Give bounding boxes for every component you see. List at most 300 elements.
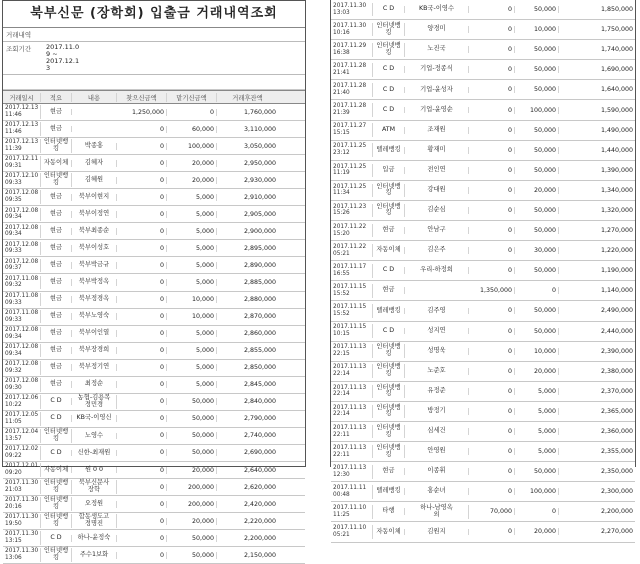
- header-balance: 거래후잔액: [232, 94, 263, 102]
- table-row: [3, 513, 305, 530]
- cell-withdrawal: 0: [117, 126, 167, 133]
- table-row: [331, 161, 635, 181]
- cell-withdrawal: 0: [469, 267, 515, 274]
- cell-balance: 2,910,000: [243, 193, 276, 201]
- cell-type: 인터넷뱅킹: [41, 480, 72, 494]
- table-row: [3, 445, 305, 462]
- cell-type: 인터넷뱅킹: [373, 23, 405, 37]
- cell-balance: 1,190,000: [600, 267, 633, 275]
- cell-deposit: 20,000: [515, 528, 559, 535]
- cell-date: 2017.11.28 21:39: [331, 103, 373, 117]
- cell-type: 인터넷뱅킹: [373, 184, 405, 198]
- cell-deposit: 50,000: [515, 6, 559, 13]
- cell-memo: 양경미: [405, 26, 469, 33]
- cell-date: 2017.11.13 12:30: [331, 465, 373, 479]
- cell-memo: 북부이성호: [72, 245, 117, 252]
- cell-memo: 하나-남영옥 외: [405, 505, 469, 519]
- cell-date: 2017.12.13 11:39: [3, 139, 41, 153]
- table-row: [3, 411, 305, 428]
- cell-memo: 북부정기연: [72, 364, 117, 371]
- cell-memo: 노준호: [405, 368, 469, 375]
- cell-type: 인터넷뱅킹: [373, 425, 405, 439]
- cell-deposit: 10,000: [167, 313, 217, 320]
- table-row: [331, 20, 635, 40]
- cell-deposit: 50,000: [515, 147, 559, 154]
- table-row: [331, 141, 635, 161]
- cell-deposit: 10,000: [515, 26, 559, 33]
- cell-date: 2017.12.08 09:34: [3, 208, 41, 222]
- table-row: [331, 402, 635, 422]
- cell-type: 현금: [41, 262, 72, 269]
- cell-memo: 기업-윤성자: [405, 87, 469, 94]
- table-row: [331, 502, 635, 522]
- cell-type: 인터넷뱅킹: [373, 344, 405, 358]
- cell-balance: 1,220,000: [600, 247, 633, 255]
- cell-withdrawal: 0: [117, 535, 167, 542]
- table-row: [331, 221, 635, 241]
- cell-balance: 2,370,000: [600, 387, 633, 395]
- cell-balance: 1,850,000: [600, 6, 633, 14]
- cell-withdrawal: 0: [469, 328, 515, 335]
- cell-withdrawal: 70,000: [469, 508, 515, 515]
- cell-type: 현금: [41, 194, 72, 201]
- cell-deposit: 60,000: [167, 126, 217, 133]
- cell-date: 2017.11.15 10:15: [331, 324, 373, 338]
- cell-date: 2017.11.13 22:14: [331, 405, 373, 419]
- cell-deposit: 50,000: [515, 227, 559, 234]
- cell-type: 현금: [41, 126, 72, 133]
- cell-type: 텔레뱅킹: [373, 147, 405, 154]
- cell-balance: 2,860,000: [243, 330, 276, 338]
- cell-deposit: 20,000: [167, 177, 217, 184]
- cell-balance: 1,750,000: [600, 26, 633, 34]
- cell-date: 2017.11.27 15:15: [331, 123, 373, 137]
- cell-withdrawal: 0: [469, 86, 515, 93]
- cell-withdrawal: 0: [469, 528, 515, 535]
- table-row: [331, 281, 635, 301]
- cell-date: 2017.11.22 05:21: [331, 244, 373, 258]
- cell-balance: 1,340,000: [600, 186, 633, 194]
- cell-balance: 1,690,000: [600, 66, 633, 74]
- cell-withdrawal: 0: [117, 415, 167, 422]
- cell-withdrawal: 0: [117, 432, 167, 439]
- cell-deposit: 100,000: [515, 107, 559, 114]
- cell-balance: 1,270,000: [600, 227, 633, 235]
- table-row: [3, 377, 305, 394]
- cell-deposit: 50,000: [515, 267, 559, 274]
- cell-memo: 최정순: [72, 381, 117, 388]
- cell-balance: 1,490,000: [600, 126, 633, 134]
- cell-withdrawal: 0: [469, 348, 515, 355]
- cell-balance: 1,320,000: [600, 206, 633, 214]
- cell-type: 현금: [373, 287, 405, 294]
- cell-deposit: 5,000: [515, 448, 559, 455]
- cell-withdrawal: 0: [117, 211, 167, 218]
- table-row: [3, 121, 305, 138]
- cell-balance: 2,620,000: [243, 483, 276, 491]
- cell-balance: 2,740,000: [243, 432, 276, 440]
- cell-date: 2017.11.30 13:03: [331, 3, 373, 17]
- cell-type: 인터넷뱅킹: [41, 548, 72, 562]
- cell-deposit: 20,000: [515, 368, 559, 375]
- cell-deposit: 5,000: [167, 211, 217, 218]
- cell-memo: 안영원: [405, 448, 469, 455]
- cell-deposit: 5,000: [515, 388, 559, 395]
- table-row: [331, 100, 635, 120]
- cell-deposit: 50,000: [167, 398, 217, 405]
- cell-date: 2017.11.08 09:32: [3, 276, 41, 290]
- cell-deposit: 5,000: [515, 428, 559, 435]
- cell-deposit: 5,000: [167, 347, 217, 354]
- cell-type: 인터넷뱅킹: [41, 497, 72, 511]
- cell-memo: 북부이현지: [72, 194, 117, 201]
- cell-type: 인터넷뱅킹: [373, 43, 405, 57]
- table-row: [3, 172, 305, 189]
- cell-withdrawal: 0: [117, 518, 167, 525]
- cell-memo: 북부정경옥: [72, 296, 117, 303]
- cell-memo: 북부최종순: [72, 228, 117, 235]
- cell-deposit: 10,000: [167, 296, 217, 303]
- cell-deposit: 100,000: [167, 143, 217, 150]
- cell-balance: 2,895,000: [243, 244, 276, 252]
- cell-balance: 1,760,000: [243, 108, 276, 116]
- cell-type: C D: [373, 107, 405, 114]
- cell-withdrawal: 1,250,000: [117, 109, 167, 116]
- cell-date: 2017.11.30 21:03: [3, 480, 41, 494]
- cell-memo: 북부박금규: [72, 262, 117, 269]
- cell-withdrawal: 0: [117, 347, 167, 354]
- cell-memo: 심세건: [405, 428, 469, 435]
- cell-date: 2017.11.30 19:50: [3, 514, 41, 528]
- cell-type: 자동이체: [373, 529, 405, 536]
- cell-deposit: 50,000: [515, 207, 559, 214]
- cell-deposit: 50,000: [515, 167, 559, 174]
- header-withdrawal: 찾으신금액: [117, 93, 167, 102]
- cell-date: 2017.12.04 13:57: [3, 429, 41, 443]
- cell-deposit: 5,000: [167, 381, 217, 388]
- cell-deposit: 50,000: [515, 66, 559, 73]
- cell-type: 현금: [41, 228, 72, 235]
- table-row: [3, 240, 305, 257]
- cell-date: 2017.11.30 13:06: [3, 548, 41, 562]
- cell-withdrawal: 0: [469, 66, 515, 73]
- cell-type: C D: [373, 328, 405, 335]
- cell-memo: 홍순녀: [405, 488, 469, 495]
- cell-withdrawal: 0: [117, 381, 167, 388]
- cell-date: 2017.11.25 11:19: [331, 164, 373, 178]
- cell-date: 2017.12.08 09:34: [3, 344, 41, 358]
- cell-memo: 북부이인열: [72, 330, 117, 337]
- cell-balance: 2,150,000: [243, 551, 276, 559]
- cell-withdrawal: 0: [469, 207, 515, 214]
- header-date: 거래일시: [3, 93, 41, 102]
- cell-deposit: 5,000: [167, 245, 217, 252]
- cell-withdrawal: 0: [117, 177, 167, 184]
- cell-withdrawal: 0: [469, 488, 515, 495]
- cell-memo: 방정기: [405, 408, 469, 415]
- cell-type: 인터넷뱅킹: [373, 204, 405, 218]
- cell-withdrawal: 0: [117, 449, 167, 456]
- cell-memo: 오정원: [72, 501, 117, 508]
- column-headers: [3, 91, 305, 104]
- cell-memo: 북부이정연: [72, 211, 117, 218]
- cell-date: 2017.11.25 11:34: [331, 184, 373, 198]
- cell-withdrawal: 0: [117, 398, 167, 405]
- cell-deposit: 50,000: [167, 432, 217, 439]
- cell-memo: 우리-하정희: [405, 267, 469, 274]
- cell-date: 2017.11.13 22:11: [331, 425, 373, 439]
- cell-balance: 2,355,000: [600, 448, 633, 456]
- cell-type: C D: [373, 267, 405, 274]
- cell-deposit: 50,000: [515, 127, 559, 134]
- cell-memo: 김원지: [405, 529, 469, 536]
- cell-balance: 2,905,000: [243, 210, 276, 218]
- table-row: [331, 301, 635, 321]
- table-row: [3, 206, 305, 223]
- cell-balance: 1,740,000: [600, 46, 633, 54]
- cell-withdrawal: 0: [469, 448, 515, 455]
- cell-balance: 2,350,000: [600, 468, 633, 476]
- left-rows: [3, 104, 305, 564]
- table-row: [3, 104, 305, 121]
- header-type: 적요: [41, 93, 72, 102]
- cell-type: 현금: [41, 279, 72, 286]
- cell-type: 인터넷뱅킹: [41, 173, 72, 187]
- cell-balance: 2,360,000: [600, 428, 633, 436]
- cell-withdrawal: 0: [469, 187, 515, 194]
- cell-deposit: 0: [515, 508, 559, 515]
- cell-withdrawal: 0: [117, 160, 167, 167]
- table-row: [331, 80, 635, 100]
- cell-date: 2017.11.08 09:33: [3, 310, 41, 324]
- cell-date: 2017.12.05 11:05: [3, 412, 41, 426]
- cell-date: 2017.12.13 11:46: [3, 122, 41, 136]
- cell-deposit: 0: [167, 109, 217, 116]
- table-row: [331, 362, 635, 382]
- cell-type: 현금: [41, 296, 72, 303]
- cell-withdrawal: 0: [469, 388, 515, 395]
- cell-balance: 2,930,000: [243, 176, 276, 184]
- cell-withdrawal: 0: [117, 467, 167, 474]
- cell-type: 현금: [373, 227, 405, 234]
- cell-date: 2017.11.15 15:52: [331, 284, 373, 298]
- cell-withdrawal: 0: [469, 428, 515, 435]
- cell-date: 2017.12.08 09:35: [3, 190, 41, 204]
- cell-balance: 1,440,000: [600, 146, 633, 154]
- cell-type: 입금: [373, 167, 405, 174]
- cell-deposit: 50,000: [515, 46, 559, 53]
- cell-date: 2017.12.11 09:31: [3, 156, 41, 170]
- cell-withdrawal: 0: [117, 364, 167, 371]
- cell-date: 2017.11.23 15:26: [331, 204, 373, 218]
- cell-date: 2017.11.29 16:38: [331, 43, 373, 57]
- cell-withdrawal: 0: [469, 147, 515, 154]
- cell-type: 자동이체: [41, 160, 72, 167]
- cell-memo: 기업-윤영순: [405, 107, 469, 114]
- header-deposit: 맡기신금액: [167, 93, 217, 102]
- cell-type: 자동이체: [41, 467, 72, 474]
- cell-type: 인터넷뱅킹: [373, 364, 405, 378]
- cell-balance: 2,890,000: [243, 261, 276, 269]
- table-row: [331, 60, 635, 80]
- table-row: [3, 360, 305, 377]
- cell-balance: 2,840,000: [243, 398, 276, 406]
- table-row: [3, 138, 305, 155]
- cell-date: 2017.12.08 09:33: [3, 242, 41, 256]
- cell-withdrawal: 0: [469, 46, 515, 53]
- cell-date: 2017.12.13 11:46: [3, 105, 41, 119]
- cell-deposit: 50,000: [515, 328, 559, 335]
- cell-deposit: 20,000: [167, 467, 217, 474]
- cell-memo: 북부장경희: [72, 347, 117, 354]
- cell-memo: 북부신문사 장학: [72, 480, 117, 494]
- cell-type: 텔레뱅킹: [373, 488, 405, 495]
- cell-date: 2017.11.22 15:20: [331, 224, 373, 238]
- cell-balance: 1,390,000: [600, 166, 633, 174]
- left-statement-page: [2, 0, 306, 562]
- table-row: [331, 261, 635, 281]
- period-label: 조회기간: [6, 45, 32, 53]
- cell-deposit: 50,000: [515, 86, 559, 93]
- cell-withdrawal: 0: [469, 307, 515, 314]
- cell-memo: 김순심: [405, 207, 469, 214]
- cell-type: 인터넷뱅킹: [41, 514, 72, 528]
- table-row: [331, 241, 635, 261]
- table-row: [3, 189, 305, 206]
- cell-type: C D: [41, 450, 72, 457]
- right-rows: [331, 0, 635, 543]
- cell-date: 2017.11.25 23:12: [331, 143, 373, 157]
- cell-type: C D: [41, 535, 72, 542]
- cell-deposit: 200,000: [167, 484, 217, 491]
- cell-type: 현금: [41, 245, 72, 252]
- cell-memo: 김은주: [405, 247, 469, 254]
- cell-type: 현금: [41, 381, 72, 388]
- cell-withdrawal: 0: [469, 127, 515, 134]
- cell-withdrawal: 0: [469, 6, 515, 13]
- cell-deposit: 5,000: [167, 194, 217, 201]
- cell-deposit: 5,000: [167, 279, 217, 286]
- cell-date: 2017.12.06 10:22: [3, 395, 41, 409]
- table-row: [3, 462, 305, 479]
- cell-date: 2017.11.13 22:14: [331, 385, 373, 399]
- cell-deposit: 5,000: [167, 364, 217, 371]
- header-memo: 내용: [72, 93, 117, 102]
- cell-type: 타행: [373, 508, 405, 515]
- cell-type: C D: [373, 6, 405, 13]
- cell-withdrawal: 0: [117, 484, 167, 491]
- cell-balance: 2,270,000: [600, 528, 633, 536]
- table-row: [331, 422, 635, 442]
- cell-balance: 2,200,000: [600, 508, 633, 516]
- cell-memo: 합동생도고 정명진: [72, 514, 117, 528]
- cell-balance: 1,590,000: [600, 106, 633, 114]
- period-value: 2017.11.0 9 ~ 2017.12.1 3: [46, 43, 80, 72]
- table-row: [3, 479, 305, 496]
- table-row: [3, 343, 305, 360]
- cell-type: 자동이체: [373, 247, 405, 254]
- cell-balance: 2,900,000: [243, 227, 276, 235]
- table-row: [331, 0, 635, 20]
- cell-balance: 2,790,000: [243, 415, 276, 423]
- table-row: [331, 522, 635, 542]
- cell-deposit: 50,000: [515, 468, 559, 475]
- cell-withdrawal: 0: [117, 501, 167, 508]
- table-row: [331, 342, 635, 362]
- cell-memo: 안남구: [405, 227, 469, 234]
- cell-withdrawal: 0: [117, 228, 167, 235]
- cell-date: 2017.11.13 22:14: [331, 364, 373, 378]
- cell-balance: 2,845,000: [243, 381, 276, 389]
- cell-date: 2017.12.01 09:20: [3, 463, 41, 477]
- cell-balance: 2,390,000: [600, 347, 633, 355]
- cell-deposit: 50,000: [167, 449, 217, 456]
- table-row: [331, 382, 635, 402]
- cell-date: 2017.11.08 09:33: [3, 293, 41, 307]
- cell-balance: 2,850,000: [243, 364, 276, 372]
- cell-balance: 2,640,000: [243, 466, 276, 474]
- cell-withdrawal: 0: [117, 143, 167, 150]
- cell-type: 인터넷뱅킹: [373, 405, 405, 419]
- period-row: [3, 42, 305, 75]
- cell-date: 2017.11.10 11:25: [331, 505, 373, 519]
- cell-withdrawal: 0: [117, 279, 167, 286]
- cell-memo: 성명욱: [405, 348, 469, 355]
- cell-withdrawal: 0: [117, 194, 167, 201]
- cell-balance: 2,440,000: [600, 327, 633, 335]
- cell-withdrawal: 0: [117, 245, 167, 252]
- cell-memo: 김혜원: [72, 177, 117, 184]
- cell-date: 2017.12.02 09:22: [3, 446, 41, 460]
- cell-date: 2017.11.11 00:48: [331, 485, 373, 499]
- cell-memo: 박종홍: [72, 143, 117, 150]
- cell-memo: 농협-김용복 정민경: [72, 395, 117, 409]
- cell-memo: 노진국: [405, 46, 469, 53]
- section-row: [3, 28, 305, 42]
- cell-deposit: 50,000: [515, 307, 559, 314]
- table-row: [3, 547, 305, 564]
- cell-balance: 2,880,000: [243, 296, 276, 304]
- cell-deposit: 5,000: [167, 228, 217, 235]
- cell-deposit: 200,000: [167, 501, 217, 508]
- cell-balance: 2,420,000: [243, 500, 276, 508]
- cell-date: 2017.11.13 22:15: [331, 344, 373, 358]
- cell-withdrawal: 0: [117, 552, 167, 559]
- cell-balance: 3,050,000: [243, 142, 276, 150]
- cell-balance: 2,950,000: [243, 159, 276, 167]
- table-row: [3, 530, 305, 547]
- cell-type: C D: [373, 87, 405, 94]
- cell-memo: 전인연: [405, 167, 469, 174]
- cell-memo: 이종휘: [405, 468, 469, 475]
- cell-type: C D: [41, 398, 72, 405]
- cell-type: 현금: [41, 330, 72, 337]
- cell-balance: 2,200,000: [243, 534, 276, 542]
- table-row: [3, 274, 305, 291]
- cell-type: 현금: [41, 211, 72, 218]
- cell-balance: 2,870,000: [243, 313, 276, 321]
- cell-type: 인터넷뱅킹: [41, 429, 72, 443]
- table-row: [331, 40, 635, 60]
- cell-balance: 2,365,000: [600, 407, 633, 415]
- cell-deposit: 5,000: [515, 408, 559, 415]
- cell-balance: 2,855,000: [243, 347, 276, 355]
- cell-deposit: 30,000: [515, 247, 559, 254]
- cell-deposit: 20,000: [167, 160, 217, 167]
- cell-deposit: 5,000: [167, 262, 217, 269]
- cell-date: 2017.12.08 09:30: [3, 378, 41, 392]
- table-row: [3, 292, 305, 309]
